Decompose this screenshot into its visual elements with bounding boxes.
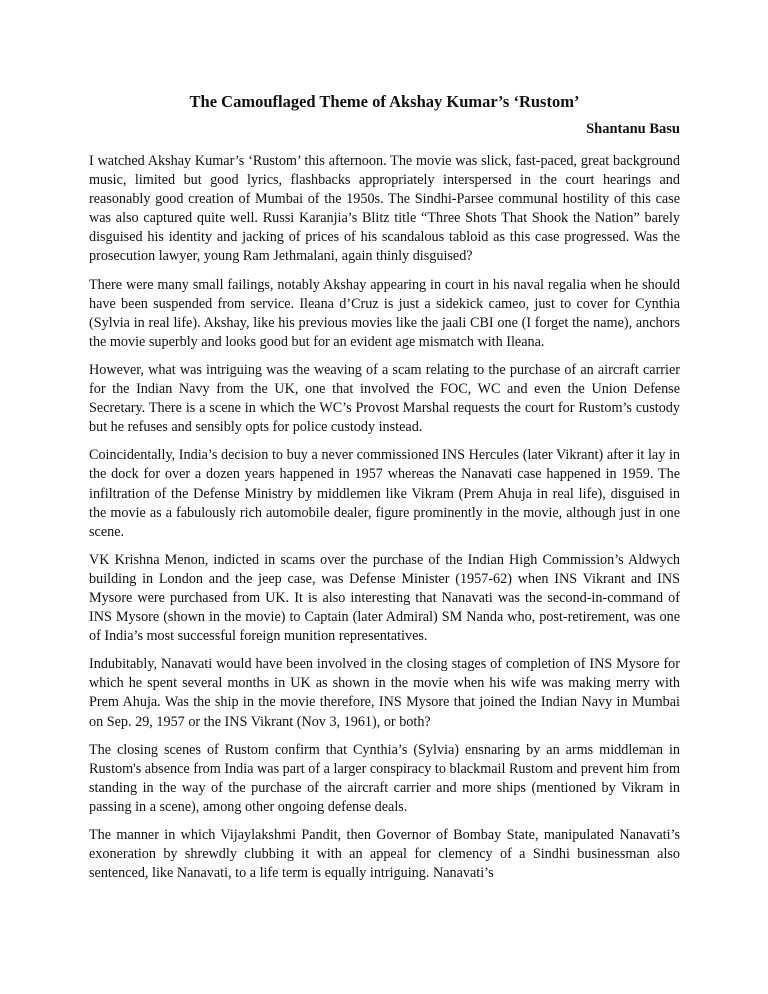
- paragraph-7: The closing scenes of Rustom confirm that Cynthia’s (Sylvia) ensnaring by an arms middleman in Rustom's absence from India was part of a larger conspiracy to blackmail Rustom and prevent him from standing in the way of the purchase of the aircraft carrier and more ships (mentioned by Vikram in passing in a scene), among other ongoing defense deals.: [89, 741, 680, 815]
- paragraph-3: However, what was intriguing was the weaving of a scam relating to the purchase of an aircraft carrier for the Indian Navy from the UK, one that involved the FOC, WC and even the Union Defense Secretary. There is a scene in which the WC’s Provost Marshal requests the court for Rustom’s custody but he refuses and sensibly opts for police custody instead.: [89, 361, 680, 436]
- author-name: Shantanu Basu: [586, 121, 680, 137]
- paragraph-1: I watched Akshay Kumar’s ‘Rustom’ this afternoon. The movie was slick, fast-paced, great background music, limited but good lyrics, flashbacks appropriately interspersed in the court hearings and reasonably good creation of Mumbai of the 1950s. The Sindhi-Parsee communal hostility of this case was also captured quite well. Russi Karanjia’s Blitz title “Three Shots That Shook the Nation” barely disguised his identity and jacking of prices of his scandalous tabloid as this case progressed. Was the prosecution lawyer, young Ram Jethmalani, again thinly disguised?: [89, 153, 680, 265]
- document-title: The Camouflaged Theme of Akshay Kumar’s ‘Rustom’: [189, 92, 580, 111]
- paragraph-2: There were many small failings, notably Akshay appearing in court in his naval regalia when he should have been suspended from service. Ileana d’Cruz is just a sidekick cameo, just to cover for Cynthia (Sylvia in real life). Akshay, like his previous movies like the jaali CBI one (I forget the name), anchors the movie superbly and looks good but for an evident age mismatch with Ileana.: [89, 276, 680, 350]
- paragraph-5: VK Krishna Menon, indicted in scams over the purchase of the Indian High Commission’s Aldwych building in London and the jeep case, was Defense Minister (1957-62) when INS Vikrant and INS Mysore were purchased from UK. It is also interesting that Nanavati was the second-in-command of INS Mysore (shown in the movie) to Captain (later Admiral) SM Nanda who, post-retirement, was one of India’s most successful foreign munition representatives.: [89, 551, 680, 645]
- paragraph-6: Indubitably, Nanavati would have been involved in the closing stages of completion of INS Mysore for which he spent several months in UK as shown in the movie when his wife was making merry with Prem Ahuja. Was the ship in the movie therefore, INS Mysore that joined the Indian Navy in Mumbai on Sep. 29, 1957 or the INS Vikrant (Nov 3, 1961), or both?: [89, 656, 680, 730]
- paragraph-8: The manner in which Vijaylakshmi Pandit, then Governor of Bombay State, manipulated Nanavati’s exoneration by shrewdly clubbing it with an appeal for clemency of a Sindhi businessman also sentenced, like Nanavati, to a life term is equally intriguing. Nanavati’s: [89, 827, 680, 882]
- paragraph-4: Coincidentally, India’s decision to buy a never commissioned INS Hercules (later Vikrant) after it lay in the dock for over a dozen years happened in 1957 whereas the Nanavati case happened in 1959. The infiltration of the Defense Ministry by middlemen like Vikram (Prem Ahuja in real life), disguised in the movie as a fabulously rich automobile dealer, figure prominently in the movie, although just in one scene.: [89, 447, 680, 540]
